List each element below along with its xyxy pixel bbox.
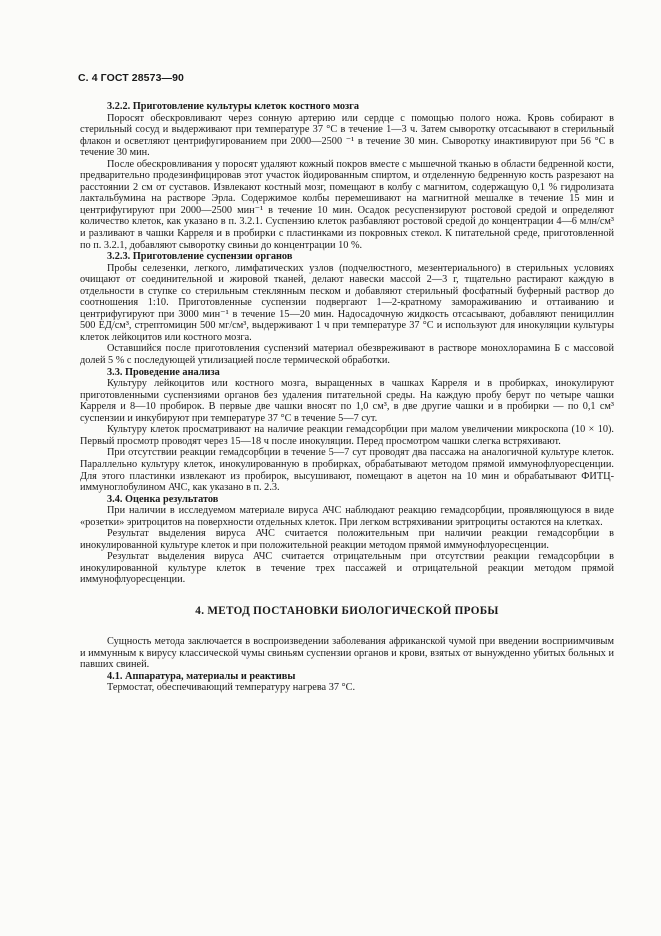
paragraph: Результат выделения вируса АЧС считается положительным при наличии реакции гемадсорбции в инокулированной культуре клеток и при положительной реакции методом прямой иммунофлуоресценции. [80, 528, 614, 551]
chapter-heading-4: 4. МЕТОД ПОСТАНОВКИ БИОЛОГИЧЕСКОЙ ПРОБЫ [195, 604, 499, 617]
paragraph: Культуру лейкоцитов или костного мозга, выращенных в чашках Карреля и в пробирках, инокулируют приготовленными суспензиями органов без удаления питательной среды. На каждую пробу берут по четыре чашки Карреля и 8—10 пробирок. В первые две чашки вносят по 1,0 см³, в две другие чашки и в пробирки — по 0,1 см³ суспензии и инкубируют при температуре 37 °С в течение 5—7 сут. [80, 378, 614, 424]
document-body [80, 101, 614, 694]
paragraph: Поросят обескровливают через сонную артерию или сердце с помощью полого ножа. Кровь собирают в стерильный сосуд и выдерживают при температуре 37 °С в течение 1—3 ч. Затем сыворотку отсасывают в стерильный флакон и осветляют центрифугированием при 2000—2500 ⁻¹ в течение 30 мин. Сыворотку инактивируют при 56 °С в течение 30 мин. [80, 112, 614, 159]
paragraph: Пробы селезенки, легкого, лимфатических узлов (подчелюстного, мезентериального) в стерильных условиях очищают от соединительной и жировой тканей, делают навески массой 2—3 г, тщательно растирают каждую в отдельности в ступке со стерильным стеклянным песком и добавляют стерильный фосфатный буферный раствор до соотношения 1:10. Приготовленные суспензии подвергают 1—2-кратному замораживанию и оттаиванию и центрифугируют при 3000 мин⁻¹ в течение 15—20 мин. Надосадочную жидкость отсасывают, добавляют пенициллин 500 ЕД/см³, стрептомицин 500 мг/см³, выдерживают 1 ч при температуре 37 °С и используют для инокуляции культуры клеток лейкоцитов или костного мозга. [80, 262, 614, 343]
section-heading-3-4: 3.4. Оценка результатов [107, 493, 219, 505]
paragraph: Культуру клеток просматривают на наличие реакции гемадсорбции при малом увеличении микроскопа (10 × 10). Первый просмотр проводят через 15—18 ч после инокуляции. Перед просмотром чашки слегка встряхивают. [80, 424, 614, 447]
running-head: С. 4 ГОСТ 28573—90 [78, 72, 184, 84]
paragraph: Оставшийся после приготовления суспензий материал обезвреживают в растворе монохлорамина Б с массовой долей 5 % с последующей утилизацией после термической обработки. [80, 343, 614, 367]
paragraph: Результат выделения вируса АЧС считается отрицательным при отсутствии реакции гемадсорбции в инокулированной культуре клеток в течение трех пассажей и отрицательной реакции методом прямой иммунофлуоресценции. [80, 551, 614, 586]
section-heading-3-2-2: 3.2.2. Приготовление культуры клеток костного мозга [107, 101, 360, 112]
section-heading-3-2-3: 3.2.3. Приготовление суспензии органов [107, 251, 293, 263]
paragraph: Термостат, обеспечивающий температуру нагрева 37 °С. [107, 682, 356, 694]
section-heading-3-3: 3.3. Проведение анализа [107, 366, 220, 378]
paragraph: При отсутствии реакции гемадсорбции в течение 5—7 сут проводят два пассажа на аналогичной культуре клеток. Параллельно культуру клеток, инокулированную в пробирках, обрабатывают методом прямой иммунофлуоресценции. Для этого пластинки извлекают из пробирок, высушивают, помещают в ацетон на 10 мин и обрабатывают ФИТЦ-иммуноглобулином АЧС, как указано в п. 2.3. [80, 447, 614, 494]
paragraph: При наличии в исследуемом материале вируса АЧС наблюдают реакцию гемадсорбции, проявляющуюся в виде «розетки» эритроцитов на поверхности отдельных клеток. При легком встряхивании эритроциты остаются на клетках. [80, 505, 614, 528]
paragraph: После обескровливания у поросят удаляют кожный покров вместе с мышечной тканью в области бедренной кости, предварительно продезинфицировав этот участок йодированным спиртом, и отделенную бедренную кость разрезают на расстоянии 2 см от суставов. Извлекают костный мозг, помещают в колбу с магнитом, содержащую 0,1 % гидролизата лактальбумина на растворе Эрла. Содержимое колбы перемешивают на магнитной мешалке в течение 15 мин и центрифугируют при 2000—2500 мин⁻¹ в течение 10 мин. Осадок ресуспензируют ростовой средой и определяют количество клеток, как указано в п. 3.2.1. Суспензию клеток разбавляют ростовой средой до концентрации 4—6 млн/см³ и разливают в чашки Карреля и в пробирки с пластинками из покровных стекол. К питательной среде, приготовленной по п. 3.2.1, добавляют сыворотку свиньи до концентрации 10 %. [80, 158, 614, 251]
section-heading-4-1: 4.1. Аппаратура, материалы и реактивы [107, 670, 296, 682]
paragraph: Сущность метода заключается в воспроизведении заболевания африканской чумой при введении восприимчивым и иммунным к вирусу классической чумы свиньям суспензии органов и крови, взятых от вынужденно убитых больных и павших свиней. [80, 635, 614, 671]
